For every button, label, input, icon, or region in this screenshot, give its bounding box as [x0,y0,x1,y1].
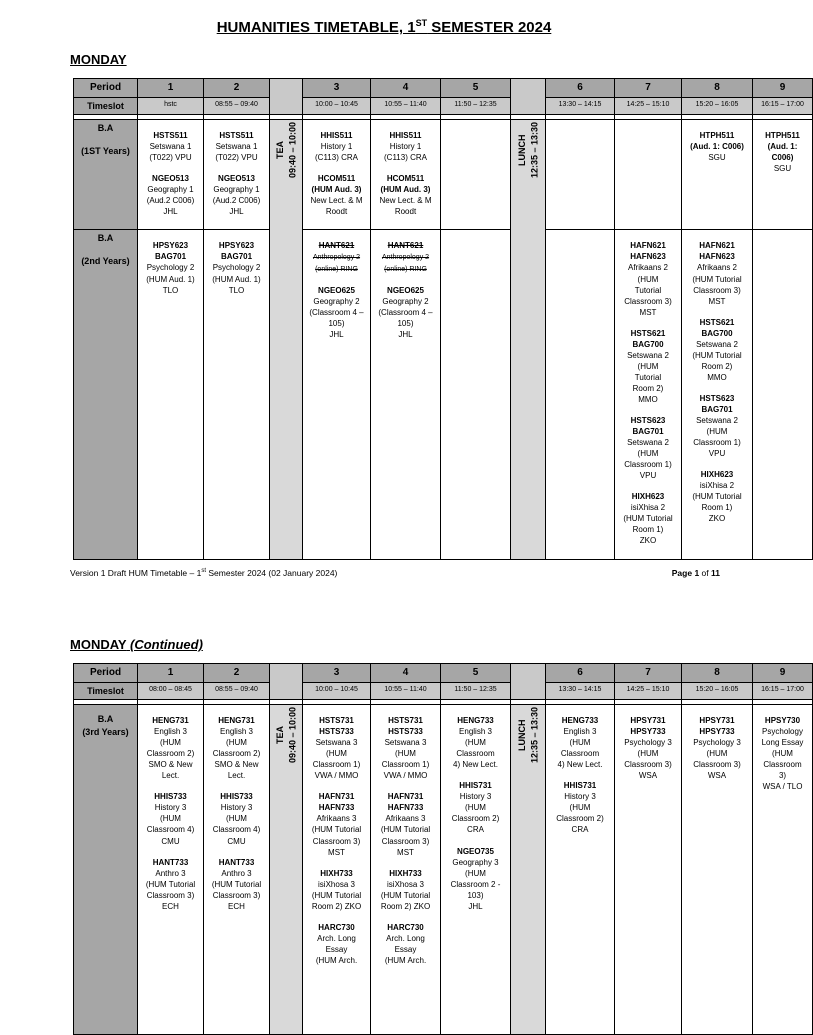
period-number: 7 [615,79,682,98]
course-code: HANT621 [387,241,424,251]
course-entry [205,857,268,912]
timeslot-cell: 08:55 – 09:40 [204,97,270,114]
course-code: HHIS731 [459,781,492,791]
timeslot-header: Timeslot [74,97,138,114]
course-details: isiXhisa 2 (HUM Tutorial Room 1) ZKO [692,481,742,524]
period-number: 9 [753,664,813,683]
timetable-cell [441,705,511,1035]
timeslot-cell: 08:55 – 09:40 [204,682,270,699]
timetable-cell [138,705,204,1035]
period-number: 3 [303,664,371,683]
lunch-break [511,705,546,1035]
year-group-label [74,120,138,230]
timetable-cell [546,120,615,230]
period-number: 8 [682,79,753,98]
course-entry [442,846,509,912]
tea-break-label: TEA 09:40 – 10:00 [274,122,297,179]
timetable-monday-continued [73,663,813,1035]
year-group-label [74,705,138,1035]
timeslot-cell: 11:50 – 12:35 [441,682,511,699]
course-entry [304,922,369,966]
course-details: History 3 (HUM Classroom 4) CMU [212,803,261,846]
period-number: 6 [546,79,615,98]
course-entry [304,868,369,912]
course-entry [139,857,202,912]
lunch-break [511,120,546,560]
course-code: HCOM511 (HUM Aud. 3) [380,174,431,195]
tea-break [270,705,303,1035]
course-entry [616,415,680,481]
course-code: HPSY731 HPSY733 [699,716,735,737]
year-label: (1ST Years) [81,145,130,156]
year-group-label [74,230,138,560]
course-details: Afrikaans 3 (HUM Tutorial Classroom 3) MST [380,814,431,857]
course-entry [442,715,509,770]
course-details: isiXhosa 3 (HUM Tutorial Room 2) ZKO [311,879,362,911]
course-entry [372,240,439,274]
course-details: Anthropology 2 (online) RING [312,254,361,274]
course-details: Anthro 3 (HUM Tutorial Classroom 3) ECH [211,868,262,911]
course-details: SGU [708,153,726,163]
course-details: History 1 (C113) CRA [384,142,427,163]
course-code: HENG733 [457,716,494,726]
course-code: HAFN731 HAFN733 [387,792,424,813]
timeslot-cell: 08:00 – 08:45 [138,682,204,699]
timeslot-cell: 16:15 – 17:00 [753,97,813,114]
course-code: HENG731 [152,716,189,726]
timetable-cell [546,230,615,560]
course-code: NGEO513 [218,174,255,184]
course-entry [304,240,369,274]
course-entry [304,130,369,163]
timetable-cell [682,120,753,230]
course-code: HIXH623 [631,492,665,502]
course-code: HANT733 [218,857,255,867]
course-entry [442,780,509,835]
course-entry [683,393,751,459]
course-details: Psychology 3 (HUM Classroom 3) WSA [693,738,741,781]
course-details: History 3 (HUM Classroom 2) CRA [451,792,500,835]
timetable-cell [303,120,371,230]
timetable-cell [204,230,270,560]
lunch-gap [511,664,546,700]
timetable-cell [303,705,371,1035]
course-entry [372,922,439,966]
course-code: HPSY731 HPSY733 [630,716,666,737]
degree-label: B.A [97,714,114,725]
timetable-cell [753,230,813,560]
course-details: SGU [773,164,792,174]
timeslot-cell: 10:55 – 11:40 [371,97,441,114]
course-details: Psychology 3 (HUM Classroom 3) WSA [624,738,672,781]
tea-gap [270,664,303,700]
timeslot-cell: 10:00 – 10:45 [303,97,371,114]
course-details: Arch. Long Essay (HUM Arch. [384,933,427,965]
course-entry [139,240,202,295]
course-code: HPSY730 [764,716,801,726]
course-code: HCOM511 (HUM Aud. 3) [311,174,362,195]
course-entry [205,130,268,163]
course-details: Setswana 2 (HUM Tutorial Room 2) MMO [627,350,669,404]
timetable-cell [546,705,615,1035]
timeslot-cell: 10:00 – 10:45 [303,682,371,699]
page-title: HUMANITIES TIMETABLE, 1ST SEMESTER 2024 [216,18,552,36]
course-details: English 3 (HUM Classroom 2) SMO & New Lect. [146,727,195,781]
course-entry [139,173,202,217]
timetable-cell [204,120,270,230]
timeslot-cell: 16:15 – 17:00 [753,682,813,699]
course-code: HSTS731 HSTS733 [388,716,423,737]
course-details: Setswana 2 (HUM Classroom 1) VPU [624,437,672,481]
period-number: 9 [753,79,813,98]
timetable-cell [371,120,441,230]
course-details: Psychology 2 (HUM Aud. 1) TLO [212,263,261,295]
period-number: 2 [204,664,270,683]
course-details: New Lect. & M Roodt [379,196,432,217]
timetable-cell [615,705,682,1035]
timeslot-cell: 13:30 – 14:15 [546,682,615,699]
course-details: isiXhisa 2 (HUM Tutorial Room 1) ZKO [623,503,673,546]
course-code: HHIS511 [389,131,422,141]
course-details: Setswana 1 (T022) VPU [215,142,258,163]
course-code: HHIS733 [154,792,187,802]
course-details: Geography 1 (Aud.2 C006) JHL [212,185,261,217]
course-code: HARC730 [318,922,355,932]
course-entry [683,240,751,306]
course-entry [616,491,680,546]
course-entry [683,469,751,524]
course-code: HAFN621 HAFN623 [699,241,735,262]
timetable-cell [753,120,813,230]
timetable-monday [73,78,813,560]
course-entry [304,715,369,781]
degree-label: B.A [97,233,114,244]
lunch-gap [511,79,546,115]
course-code: HSTS621 BAG700 [699,317,735,338]
timeslot-cell: 15:20 – 16:05 [682,682,753,699]
course-details: Afrikaans 3 (HUM Tutorial Classroom 3) MST [311,814,362,857]
course-code: HHIS731 [563,781,597,791]
course-details: Geography 2 (Classroom 4 – 105) JHL [378,296,433,339]
course-entry [683,715,751,781]
course-entry [683,317,751,383]
course-details: Anthropology 2 (online) RING [381,254,430,274]
course-entry [205,715,268,781]
timetable-cell [441,120,511,230]
timetable-cell [371,705,441,1035]
period-number: 1 [138,664,204,683]
day-heading-monday: MONDAY [70,52,127,67]
timeslot-cell: 13:30 – 14:15 [546,97,615,114]
course-code: HTPH511 (Aud. 1: C006) [690,131,744,152]
course-code: HSTS511 [219,131,254,141]
timeslot-cell: 11:50 – 12:35 [441,97,511,114]
course-entry [754,130,811,174]
period-header: Period [74,79,138,98]
course-entry [683,130,751,163]
course-details: Setswana 2 (HUM Tutorial Room 2) MMO [692,339,742,382]
course-details: isiXhosa 3 (HUM Tutorial Room 2) ZKO [380,879,431,911]
course-entry [304,791,369,857]
period-number: 5 [441,79,511,98]
course-code: HSTS623 BAG701 [630,415,666,436]
course-code: HSTS623 BAG701 [699,393,735,414]
course-code: HPSY623 BAG701 [218,241,255,262]
course-details: History 3 (HUM Classroom 4) CMU [146,803,195,846]
period-number: 4 [371,664,441,683]
period-number: 4 [371,79,441,98]
timetable-cell [682,705,753,1035]
timetable-cell [441,230,511,560]
course-entry [372,285,439,340]
course-details: History 3 (HUM Classroom 2) CRA [556,792,604,835]
course-entry [616,715,680,781]
course-code: HPSY623 BAG701 [152,241,189,262]
course-entry [372,130,439,163]
day-heading-monday-continued: MONDAY (Continued) [70,637,203,652]
course-details: Afrikaans 2 (HUM Tutorial Classroom 3) MST [624,263,672,317]
lunch-break-label: LUNCH 12:35 – 13:30 [516,707,539,764]
course-entry [205,240,268,295]
course-entry [139,791,202,846]
course-code: HTPH511 (Aud. 1: C006) [765,131,800,163]
course-entry [372,868,439,912]
timetable-cell [371,230,441,560]
course-details: Geography 3 (HUM Classroom 2 - 103) JHL [450,857,501,911]
course-details: History 1 (C113) CRA [315,142,358,163]
course-code: NGEO513 [152,174,189,184]
course-entry [754,715,811,792]
course-details: Geography 1 (Aud.2 C006) JHL [146,185,195,217]
timetable-cell [138,120,204,230]
timetable-cell [615,120,682,230]
timetable-cell [682,230,753,560]
course-code: HENG731 [218,716,255,726]
course-details: English 3 (HUM Classroom 4) New Lect. [557,727,603,770]
period-number: 6 [546,664,615,683]
course-code: HARC730 [387,922,424,932]
course-entry [616,328,680,405]
timetable-cell [615,230,682,560]
course-code: HHIS511 [320,131,353,141]
course-code: HIXH733 [320,868,353,878]
timeslot-cell: hstc [138,97,204,114]
year-label: (2nd Years) [81,255,130,266]
period-number: 2 [204,79,270,98]
course-entry [372,791,439,857]
tea-break [270,120,303,560]
timeslot-cell: 14:25 – 15:10 [615,97,682,114]
period-number: 3 [303,79,371,98]
course-code: HANT733 [152,857,189,867]
timeslot-cell: 10:55 – 11:40 [371,682,441,699]
course-entry [616,240,680,317]
course-details: Geography 2 (Classroom 4 – 105) JHL [309,296,364,339]
course-entry [205,791,268,846]
course-details: Psychology 2 (HUM Aud. 1) TLO [146,263,195,295]
course-entry [372,715,439,781]
timetable-cell [138,230,204,560]
course-code: HSTS511 [153,131,188,141]
course-code: HSTS621 BAG700 [630,328,666,349]
course-details: English 3 (HUM Classroom 4) New Lect. [453,727,498,770]
version-note: Version 1 Draft HUM Timetable – 1st Semester 2024 (02 January 2024) [70,568,338,578]
course-details: English 3 (HUM Classroom 2) SMO & New Lect. [212,727,261,781]
course-entry [139,130,202,163]
timetable-cell [753,705,813,1035]
tea-gap [270,79,303,115]
course-code: HIXH733 [389,868,422,878]
course-details: Setswana 3 (HUM Classroom 1) VWA / MMO [312,738,361,781]
timeslot-cell: 15:20 – 16:05 [682,97,753,114]
course-code: HIXH623 [700,469,734,479]
course-entry [304,285,369,340]
course-details: Psychology Long Essay (HUM Classroom 3) WSA / TLO [761,727,804,792]
course-details: Setswana 3 (HUM Classroom 1) VWA / MMO [381,738,430,781]
timeslot-cell: 14:25 – 15:10 [615,682,682,699]
degree-label: B.A [97,123,114,134]
course-code: NGEO625 [387,285,424,295]
course-entry [547,780,613,835]
course-entry [372,173,439,217]
course-details: Arch. Long Essay (HUM Arch. [315,933,358,965]
course-code: HANT621 [318,241,355,251]
course-details: Setswana 1 (T022) VPU [149,142,192,163]
course-entry [205,173,268,217]
period-number: 5 [441,664,511,683]
course-details: New Lect. & M Roodt [310,196,363,217]
course-code: NGEO625 [318,285,355,295]
course-code: HAFN621 HAFN623 [630,241,666,262]
period-number: 8 [682,664,753,683]
course-code: HENG733 [561,716,599,726]
course-details: Anthro 3 (HUM Tutorial Classroom 3) ECH [145,868,196,911]
page-number: Page 1 of 11 [671,568,720,578]
timetable-cell [204,705,270,1035]
timetable-cell [303,230,371,560]
timeslot-header: Timeslot [74,682,138,699]
course-code: HHIS733 [220,792,253,802]
tea-break-label: TEA 09:40 – 10:00 [274,707,297,764]
year-label: (3rd Years) [82,726,129,737]
course-code: HSTS731 HSTS733 [319,716,354,737]
period-header: Period [74,664,138,683]
course-entry [304,173,369,217]
course-code: HAFN731 HAFN733 [318,792,355,813]
period-number: 7 [615,664,682,683]
lunch-break-label: LUNCH 12:35 – 13:30 [516,122,539,179]
course-entry [547,715,613,770]
page-footer [70,568,720,578]
course-details: Afrikaans 2 (HUM Tutorial Classroom 3) MST [692,263,742,306]
course-details: Setswana 2 (HUM Classroom 1) VPU [693,415,741,458]
period-number: 1 [138,79,204,98]
course-entry [139,715,202,781]
course-code: NGEO735 [457,846,494,856]
